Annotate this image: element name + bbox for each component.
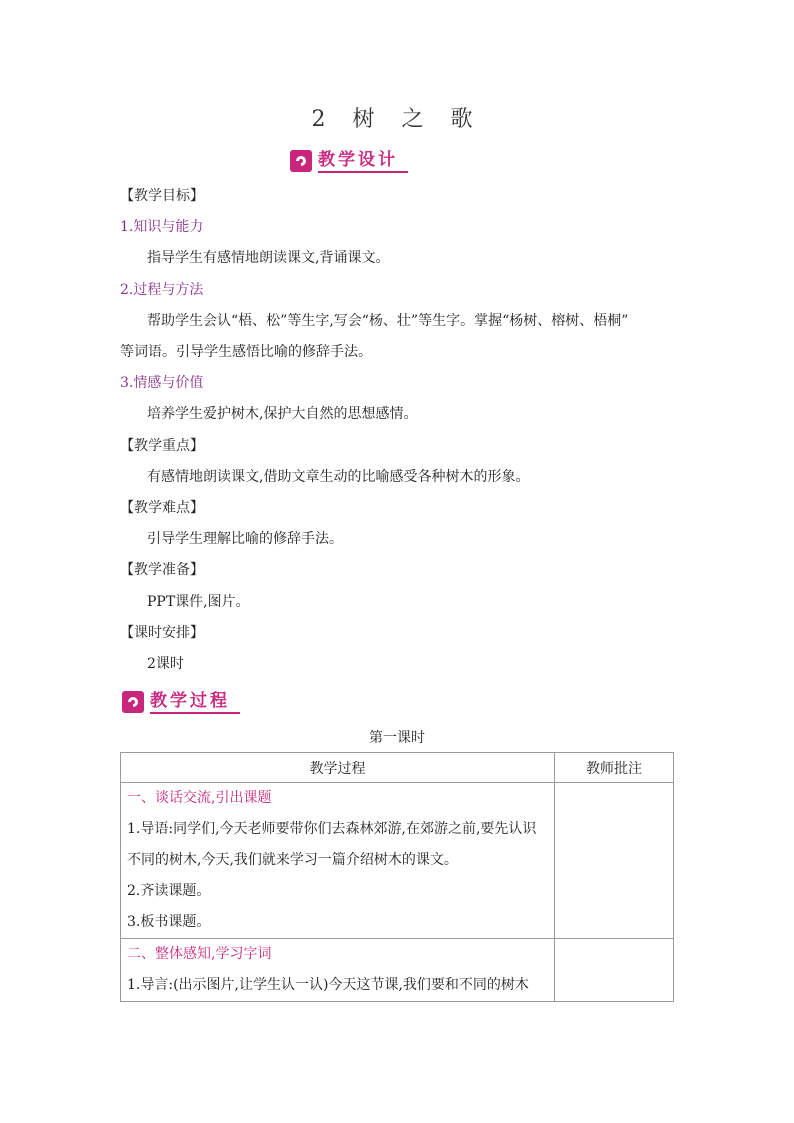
process-line: 不同的树木,今天,我们就来学习一篇介绍树木的课文。 (127, 852, 458, 868)
objective-3-title: 3.情感与价值 (120, 375, 204, 391)
preparation-heading: 【教学准备】 (120, 562, 204, 578)
process-line: 1.导言:(出示图片,让学生认一认)今天这节课,我们要和不同的树木 (127, 977, 529, 993)
key-points-heading: 【教学重点】 (120, 438, 204, 454)
objective-2-title: 2.过程与方法 (120, 282, 204, 298)
table-row (121, 783, 674, 939)
objective-1-text: 指导学生有感情地朗读课文,背诵课文。 (147, 250, 390, 266)
column-header: 教师批注 (555, 753, 674, 783)
objective-1-title: 1.知识与能力 (120, 219, 204, 235)
notes-cell (555, 939, 674, 1002)
objective-2-text-1: 帮助学生会认“梧、松”等生字,写会“杨、壮”等生字。掌握“杨树、榕树、梧桐” (147, 313, 629, 329)
lesson-label: 第一课时 (369, 730, 425, 746)
difficulties-heading: 【教学难点】 (120, 500, 204, 516)
table-header-row (121, 753, 674, 783)
section-logo-icon (290, 150, 312, 172)
column-header: 教学过程 (121, 753, 555, 783)
key-points-text: 有感情地朗读课文,借助文章生动的比喻感受各种树木的形象。 (147, 469, 530, 485)
section-title: 二、整体感知,学习字词 (127, 946, 272, 962)
page-title: 2 树 之 歌 (311, 107, 483, 132)
schedule-text: 2课时 (147, 656, 184, 672)
section-logo-icon (122, 691, 144, 713)
objective-2-text-2: 等词语。引导学生感悟比喻的修辞手法。 (120, 344, 372, 360)
objectives-heading: 【教学目标】 (120, 188, 204, 204)
teaching-design-banner (290, 149, 408, 173)
schedule-heading: 【课时安排】 (120, 625, 204, 641)
objective-3-text: 培养学生爱护树木,保护大自然的思想感情。 (147, 406, 418, 422)
process-cell (121, 783, 555, 939)
section-title: 一、谈话交流,引出课题 (127, 790, 272, 806)
process-line: 3.板书课题。 (127, 914, 211, 930)
process-line: 1.导语:同学们,今天老师要带你们去森林郊游,在郊游之前,要先认识 (127, 821, 537, 837)
banner-label: 教学设计 (318, 149, 408, 173)
table-row (121, 939, 674, 1002)
teaching-process-banner (122, 690, 240, 714)
process-line: 2.齐读课题。 (127, 883, 211, 899)
process-table (120, 752, 674, 1002)
process-cell (121, 939, 555, 1002)
notes-cell (555, 783, 674, 939)
difficulties-text: 引导学生理解比喻的修辞手法。 (147, 531, 343, 547)
banner-label: 教学过程 (150, 690, 240, 714)
preparation-text: PPT课件,图片。 (147, 594, 250, 610)
